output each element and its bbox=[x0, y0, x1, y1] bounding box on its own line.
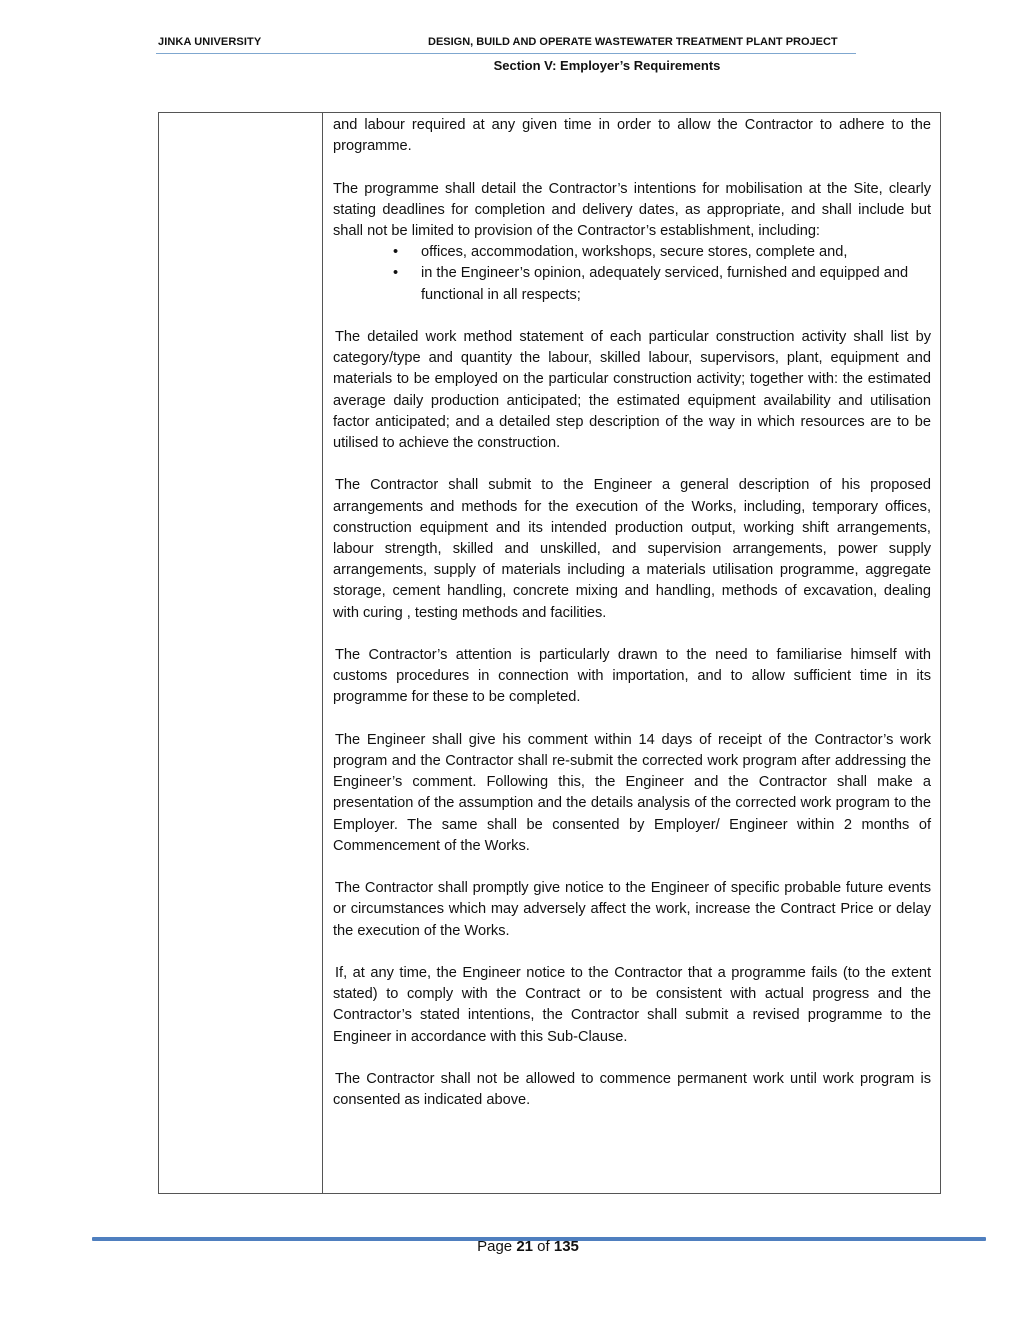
bullet-item bbox=[333, 263, 931, 305]
bullet-icon: • bbox=[393, 265, 399, 282]
paragraph-engineer-comment: The Engineer shall give his comment within 14 days of receipt of the Contractor’s work program and the Contractor shall re-submit the corrected work program after addressing the Engineer’s comment. Following this, the Engineer and the Contractor shall make a presentation of the assumption and the details analysis of the corrected work program to the Employer. The same shall be consented by Employer/ Engineer within 2 months of Commencement of the Works. bbox=[333, 731, 931, 854]
of-word: of bbox=[537, 1238, 550, 1255]
table-left-cell bbox=[159, 113, 323, 1193]
footer-page-number bbox=[0, 1238, 1024, 1255]
paragraph-commencement-restriction: The Contractor shall not be allowed to commence permanent work until work program is consented as indicated above. bbox=[333, 1071, 931, 1109]
bullet-item bbox=[333, 242, 931, 263]
paragraph-customs-procedures: The Contractor’s attention is particularly drawn to the need to familiarise himself with customs procedures in connection with importation, and to allow sufficient time in its programme for these to be completed. bbox=[333, 647, 931, 706]
header-project-title: DESIGN, BUILD AND OPERATE WASTEWATER TREATMENT PLANT PROJECT bbox=[428, 36, 838, 48]
establishment-bullet-list bbox=[333, 242, 931, 306]
paragraph-revised-programme: If, at any time, the Engineer notice to the Contractor that a programme fails (to the extent stated) to comply with the Contract or to be consistent with actual progress and the Contractor’s stated intentions, the Contractor shall submit a revised programme to the Engineer in accordance with this Sub-Clause. bbox=[333, 965, 931, 1045]
paragraph-general-description: The Contractor shall submit to the Engineer a general description of his proposed arrangements and methods for the execution of the Works, including, temporary offices, construction equipment and its intended production output, working shift arrangements, labour strength, skilled and unskilled, and supervision arrangements, power supply arrangements, supply of materials including a materials utilisation programme, aggregate storage, cement handling, concrete mixing and handling, methods of excavation, dealing with curing , testing methods and facilities. bbox=[333, 477, 931, 621]
current-page-number: 21 bbox=[516, 1238, 533, 1255]
bullet-icon: • bbox=[393, 244, 399, 261]
table-right-cell bbox=[333, 115, 931, 1133]
header-divider bbox=[156, 53, 856, 54]
total-pages-number: 135 bbox=[553, 1238, 579, 1255]
paragraph-programme-mobilisation: The programme shall detail the Contractor’s intentions for mobilisation at the Site, clearly stating deadlines for completion and delivery dates, as appropriate, and shall include but shall not be limited to provision of the Contractor’s establishment, including: bbox=[333, 180, 931, 239]
header-section-title: Section V: Employer’s Requirements bbox=[493, 58, 721, 73]
paragraph-work-method-statement: The detailed work method statement of each particular construction activity shall list by category/type and quantity the labour, skilled labour, supervisors, plant, equipment and materials to be employed on the particular construction activity; together with: the estimated average daily production anticipated; the estimated equipment availability and utilisation factor anticipated; and a detailed step description of the way in which resources are to be utilised to achieve the construction. bbox=[333, 329, 931, 452]
bullet-text: offices, accommodation, workshops, secure stores, complete and, bbox=[421, 244, 848, 261]
requirements-table bbox=[158, 112, 941, 1194]
paragraph-notice-of-events: The Contractor shall promptly give notice to the Engineer of specific probable future events or circumstances which may adversely affect the work, increase the Contract Price or delay the execution of the Works. bbox=[333, 880, 931, 939]
header-university-name: JINKA UNIVERSITY bbox=[158, 36, 262, 48]
paragraph-labour-continuation: and labour required at any given time in order to allow the Contractor to adhere to the programme. bbox=[333, 117, 931, 155]
page-word: Page bbox=[477, 1238, 513, 1255]
bullet-text: in the Engineer’s opinion, adequately serviced, furnished and equipped and functional in all respects; bbox=[421, 265, 909, 303]
